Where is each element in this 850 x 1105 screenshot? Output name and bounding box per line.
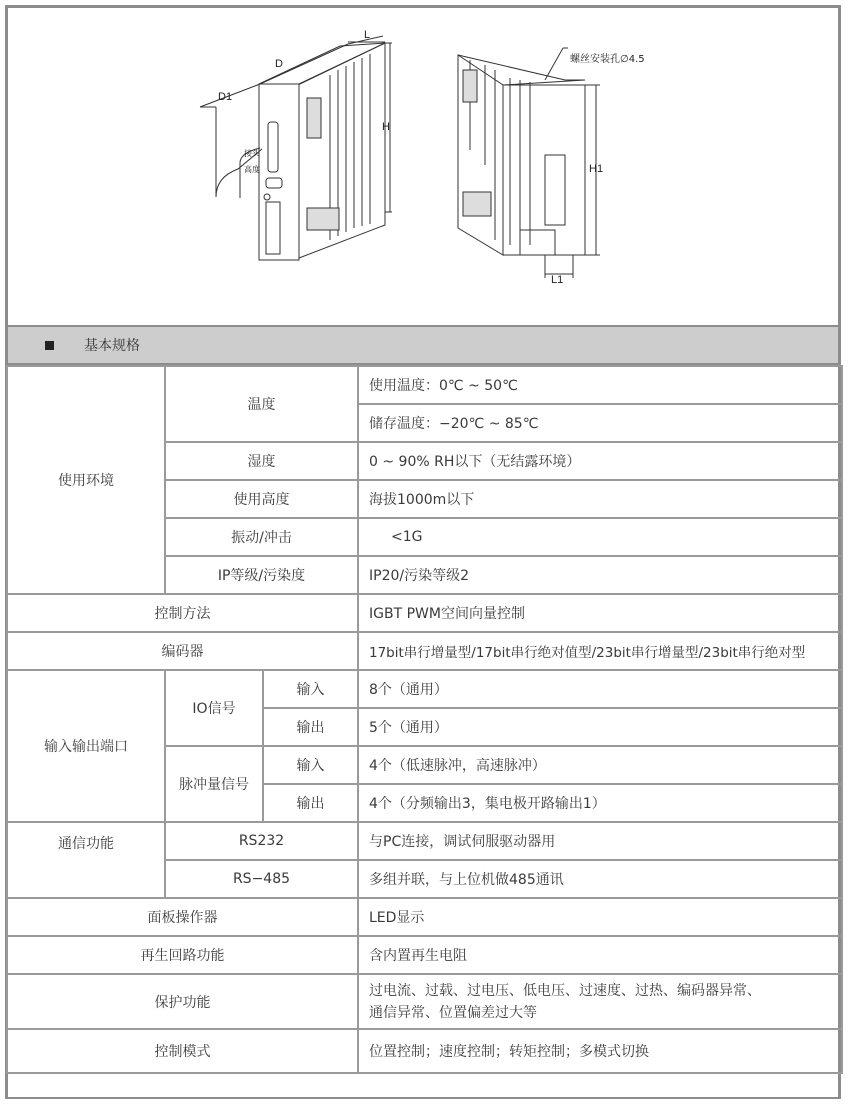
group-label-io-ports: 输入输出端口 xyxy=(7,670,165,822)
connector-label-line2: 高度 xyxy=(244,165,260,174)
value-io-input: 8个（通用） xyxy=(358,670,842,708)
table-row xyxy=(7,936,842,974)
dimension-label-h1: H1 xyxy=(589,163,604,175)
value-encoder: 17bit串行增量型/17bit串行绝对值型/23bit串行增量型/23bit串行绝对型 xyxy=(358,632,842,670)
value-protection-line2: 通信异常、位置偏差过大等 xyxy=(369,1004,537,1021)
row-label-temperature: 温度 xyxy=(165,366,358,442)
value-altitude: 海拔1000m以下 xyxy=(358,480,842,518)
dimension-label-d1: D1 xyxy=(218,91,233,103)
table-row xyxy=(7,974,842,1029)
value-ip-rating: IP20/污染等级2 xyxy=(358,556,842,594)
mounting-hole-callout: 螺丝安装孔∅4.5 xyxy=(570,54,645,65)
dimension-label-d: D xyxy=(275,58,283,70)
value-protection xyxy=(358,974,842,1029)
value-io-output: 5个（通用） xyxy=(358,708,842,746)
row-label-rs232: RS232 xyxy=(165,822,358,860)
value-regen: 含内置再生电阻 xyxy=(358,936,842,974)
value-rs232: 与PC连接，调试伺服驱动器用 xyxy=(358,822,842,860)
value-control-method: IGBT PWM空间向量控制 xyxy=(358,594,842,632)
group-label-environment: 使用环境 xyxy=(7,366,165,594)
spec-table xyxy=(6,365,843,1074)
table-row xyxy=(7,670,842,708)
row-label-protection: 保护功能 xyxy=(7,974,358,1029)
table-row xyxy=(7,1029,842,1073)
connector-label-line1: 接头 xyxy=(244,149,260,158)
row-label-control-mode: 控制模式 xyxy=(7,1029,358,1073)
value-operating-temperature: 使用温度：0℃ ~ 50℃ xyxy=(358,366,842,404)
square-bullet-icon xyxy=(45,341,54,350)
dimension-drawing xyxy=(8,8,838,325)
row-label-regen: 再生回路功能 xyxy=(7,936,358,974)
group-label-communication: 通信功能 xyxy=(7,822,165,898)
value-panel: LED显示 xyxy=(358,898,842,936)
row-label-control-method: 控制方法 xyxy=(7,594,358,632)
row-label-encoder: 编码器 xyxy=(7,632,358,670)
dimension-label-l1: L1 xyxy=(551,274,564,286)
row-label-humidity: 湿度 xyxy=(165,442,358,480)
servo-drive-outline-drawing xyxy=(8,8,838,325)
value-control-mode: 位置控制；速度控制；转矩控制；多模式切换 xyxy=(358,1029,842,1073)
value-pulse-input: 4个（低速脉冲，高速脉冲） xyxy=(358,746,842,784)
table-row xyxy=(7,366,842,404)
table-row xyxy=(7,898,842,936)
row-label-pulse-input: 输入 xyxy=(263,746,358,784)
row-label-pulse-signal: 脉冲量信号 xyxy=(165,746,263,822)
row-label-panel: 面板操作器 xyxy=(7,898,358,936)
table-row xyxy=(7,632,842,670)
table-row xyxy=(7,594,842,632)
row-label-io-signal: IO信号 xyxy=(165,670,263,746)
value-protection-line1: 过电流、过载、过电压、低电压、过速度、过热、编码器异常、 xyxy=(369,982,761,999)
row-label-pulse-output: 输出 xyxy=(263,784,358,822)
section-title: 基本规格 xyxy=(84,338,140,354)
value-vibration: <1G xyxy=(358,518,842,556)
value-humidity: 0 ~ 90% RH以下（无结露环境） xyxy=(358,442,842,480)
row-label-rs485: RS−485 xyxy=(165,860,358,898)
row-label-io-input: 输入 xyxy=(263,670,358,708)
row-label-altitude: 使用高度 xyxy=(165,480,358,518)
row-label-io-output: 输出 xyxy=(263,708,358,746)
table-row xyxy=(7,822,842,860)
section-header xyxy=(8,325,838,365)
row-label-ip-rating: IP等级/污染度 xyxy=(165,556,358,594)
dimension-label-h: H xyxy=(382,121,390,133)
value-rs485: 多组并联，与上位机做485通讯 xyxy=(358,860,842,898)
row-label-vibration: 振动/冲击 xyxy=(165,518,358,556)
value-pulse-output: 4个（分频输出3，集电极开路输出1） xyxy=(358,784,842,822)
value-storage-temperature: 储存温度：−20℃ ~ 85℃ xyxy=(358,404,842,442)
dimension-label-l: L xyxy=(364,29,371,41)
